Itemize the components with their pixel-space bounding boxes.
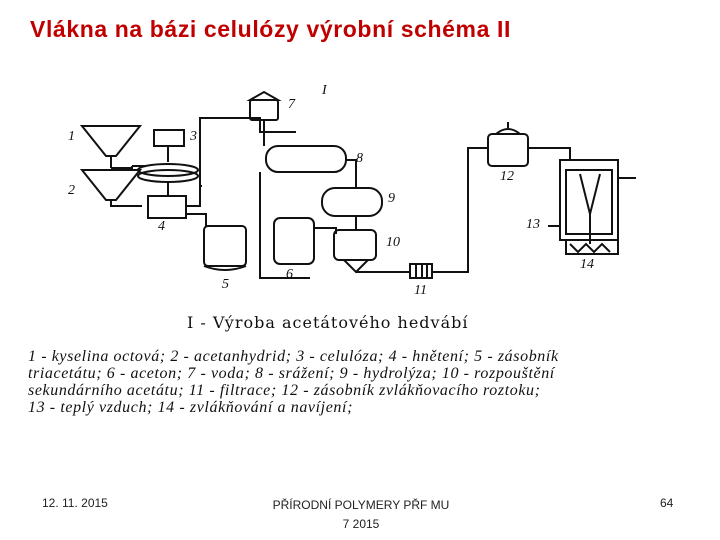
- label-3: 3: [190, 129, 197, 144]
- water-tank-7-icon: [250, 92, 278, 100]
- label-11: 11: [414, 283, 427, 298]
- spinning-solution-tank-12-icon: [488, 134, 528, 166]
- funnel-2-icon: [82, 170, 142, 206]
- label-2: 2: [68, 183, 75, 198]
- footer-date: 12. 11. 2015: [42, 496, 108, 510]
- label-7: 7: [288, 97, 295, 112]
- kneader-4-icon: [148, 196, 186, 218]
- label-10: 10: [386, 235, 400, 250]
- label-4: 4: [158, 219, 165, 234]
- diagram-caption: I - Výroba acetátového hedvábí: [187, 313, 469, 332]
- footer-course: PŘÍRODNÍ POLYMERY PŘF MU: [272, 498, 450, 512]
- hydrolysis-9-icon: [322, 188, 382, 216]
- cellulose-hopper-icon: [154, 130, 184, 146]
- precipitation-8-icon: [266, 146, 346, 172]
- footer-center: [250, 496, 472, 534]
- process-diagram: [60, 78, 680, 300]
- legend-line: triacetátu; 6 - aceton; 7 - voda; 8 - srážení; 9 - hydrolýza; 10 - rozpouštění: [28, 365, 555, 382]
- label-9: 9: [388, 191, 395, 206]
- slide-title: Vlákna na bázi celulózy výrobní schéma II: [30, 16, 511, 42]
- legend: [28, 348, 710, 416]
- label-8: 8: [356, 151, 363, 166]
- page-number: 64: [660, 496, 674, 510]
- footer-year: 7 2015: [342, 517, 380, 531]
- legend-line: 13 - teplý vzduch; 14 - zvlákňování a navíjení;: [28, 399, 353, 416]
- tank-6-icon: [274, 218, 314, 264]
- legend-line: 1 - kyselina octová; 2 - acetanhydrid; 3 - celulóza; 4 - hnětení; 5 - zásobník: [28, 348, 559, 365]
- funnel-1-icon: [82, 126, 140, 168]
- label-1: 1: [68, 129, 75, 144]
- label-6: 6: [286, 267, 293, 282]
- section-label: I: [322, 83, 327, 98]
- legend-line: sekundárního acetátu; 11 - filtrace; 12 - zásobník zvlákňovacího roztoku;: [28, 382, 541, 399]
- dissolver-10-icon: [334, 230, 376, 260]
- label-14: 14: [580, 257, 594, 272]
- component-labels: [68, 83, 594, 298]
- tank-5-icon: [204, 226, 246, 266]
- label-12: 12: [500, 169, 514, 184]
- label-5: 5: [222, 277, 229, 292]
- label-13: 13: [526, 217, 540, 232]
